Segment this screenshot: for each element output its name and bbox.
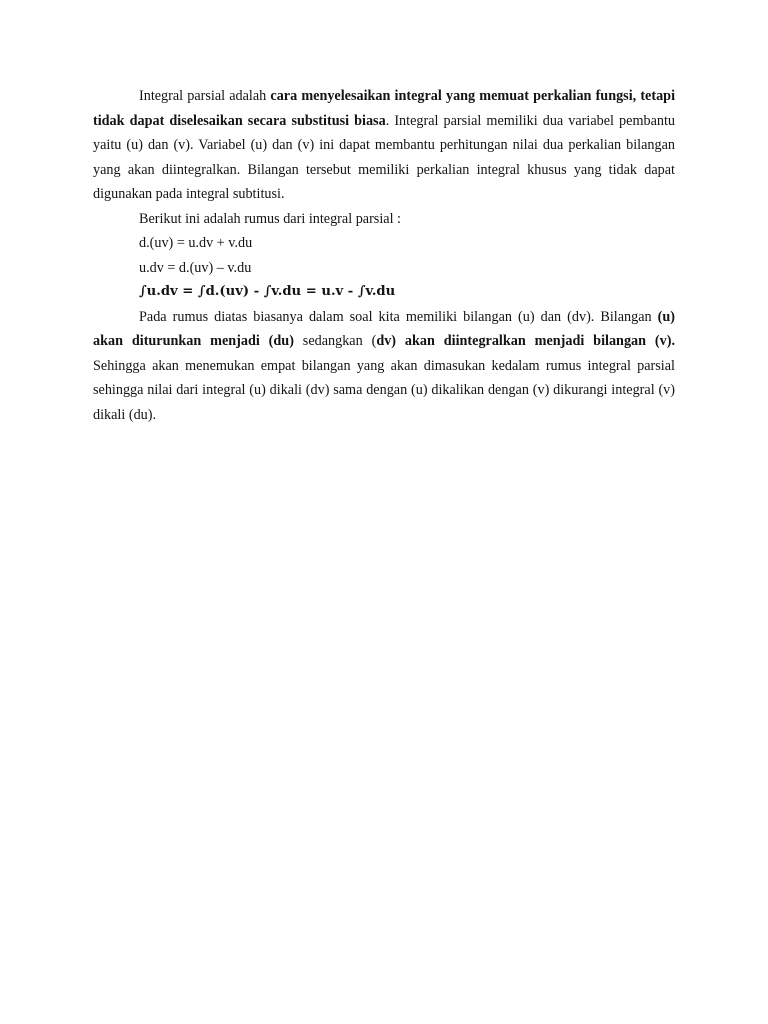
- formula-intro-line: Berikut ini adalah rumus dari integral parsial :: [139, 210, 401, 227]
- formula-line-1: d.(uv) = u.dv + v.du: [139, 235, 253, 251]
- paragraph-explanation: [93, 305, 675, 428]
- paragraph-explanation-text-3: Sehingga akan menemukan empat bilangan yang akan dimasukan kedalam rumus integral parsial sehingga nilai dari integral (u) dikali (dv) sama dengan (u) dikalikan dengan (v) dikurangi integral (v) dikali (du).: [93, 357, 675, 423]
- paragraph-explanation-bold-1: (u) akan diturunkan menjadi (du): [93, 308, 675, 349]
- paragraph-explanation-bold-2: dv) akan diintegralkan menjadi bilangan (v).: [376, 333, 675, 349]
- paragraph-explanation-text-1: Pada rumus diatas biasanya dalam soal kita memiliki bilangan (u) dan (dv). Bilangan: [139, 308, 658, 325]
- paragraph-definition-bold-1: cara menyelesaikan integral yang memuat perkalian fungsi, tetapi tidak dapat diselesaikan secara substitusi biasa: [93, 88, 676, 129]
- paragraph-explanation-text-2: sedangkan (: [293, 333, 377, 349]
- document-body: [93, 84, 675, 427]
- formula-line-2: u.dv = d.(uv) – v.du: [139, 259, 252, 276]
- formula-line-3: ∫u.dv = ∫d.(uv) - ∫v.du = u.v - ∫v.du: [139, 284, 396, 299]
- paragraph-definition-text-2: . Integral parsial memiliki dua variabel pembantu yaitu (u) dan (v). Variabel (u) dan (v) ini dapat membantu perhitungan nilai dua perkalian bilangan yang akan diintegralkan. Bilangan tersebut memiliki perkalian integral khusus yang tidak dapat digunakan pada integral subtitusi.: [93, 112, 676, 202]
- paragraph-definition-text-1: Integral parsial adalah: [139, 88, 271, 104]
- paragraph-definition: [93, 84, 675, 207]
